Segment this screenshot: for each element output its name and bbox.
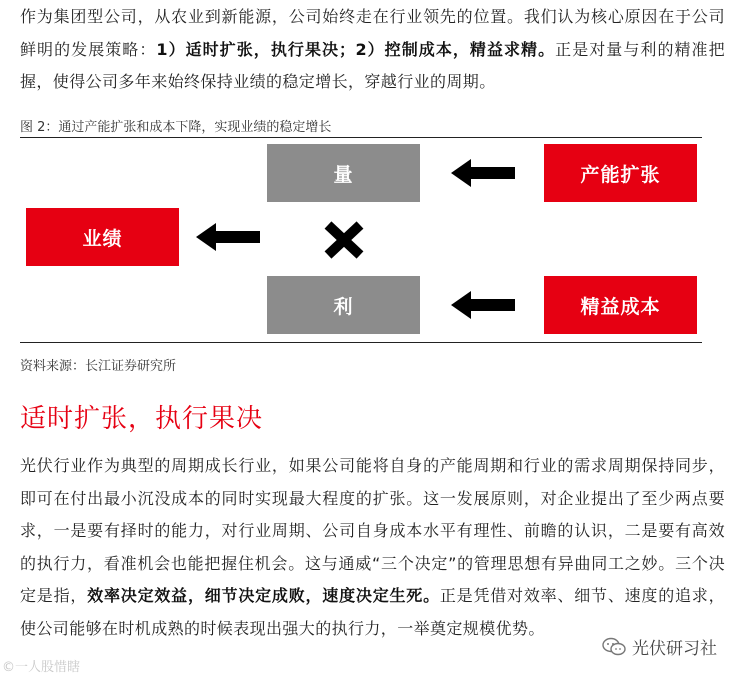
times-icon — [322, 220, 366, 260]
section-principles-bold: 效率决定效益，细节决定成败，速度决定生死。 — [87, 586, 440, 605]
volume-box: 量 — [267, 144, 420, 202]
arrow-left-icon — [451, 291, 515, 319]
figure-top-rule — [20, 137, 702, 138]
arrow-left-icon — [196, 223, 260, 251]
wechat-watermark — [602, 634, 717, 659]
profit-box: 利 — [267, 276, 420, 334]
figure-source: 资料来源：长江证券研究所 — [20, 359, 177, 374]
section-text-2: 正是凭借对效率、细节、速度的追求，使公司能够在时机成熟的时候表现出强大的执行力，一举奠定规模优势。 — [20, 586, 725, 638]
performance-box: 业绩 — [26, 208, 179, 266]
intro-text-1: 作为集团型公司，从农业到新能源，公司始终走在行业领先的位置。我们认为核心原因在于公司鲜明的发展策略： — [20, 7, 725, 59]
intro-text-2: 正是对量与利的精准把握，使得公司多年来始终保持业绩的稳定增长，穿越行业的周期。 — [20, 39, 725, 91]
section-text-1: 光伏行业作为典型的周期成长行业，如果公司能将自身的产能周期和行业的需求周期保持同步，即可在付出最小沉没成本的同时实现最大程度的扩张。这一发展原则，对企业提出了至少两点要求，一是要有择时的能力，对行业周期、公司自身成本水平有理性、前瞻的认识，二是要有高效的执行力，看准机会也能把握住机会。这与通威“三个决定”的管理思想有异曲同工之妙。三个决定是指， — [20, 456, 725, 605]
wechat-icon — [602, 637, 626, 657]
section-heading: 适时扩张，执行果决 — [20, 404, 264, 434]
lean-cost-box: 精益成本 — [544, 276, 697, 334]
section-paragraph — [20, 450, 725, 645]
watermark-right-text: 光伏研习社 — [632, 639, 717, 659]
watermark-left: ©一人股惜瞎 — [2, 660, 81, 675]
capacity-expansion-box: 产能扩张 — [544, 144, 697, 202]
figure-bottom-rule — [20, 342, 702, 343]
intro-strategy-bold: 1）适时扩张，执行果决；2）控制成本，精益求精。 — [156, 39, 556, 59]
arrow-left-icon — [451, 159, 515, 187]
figure-caption: 图 2：通过产能扩张和成本下降，实现业绩的稳定增长 — [20, 120, 332, 135]
intro-paragraph — [20, 1, 725, 99]
